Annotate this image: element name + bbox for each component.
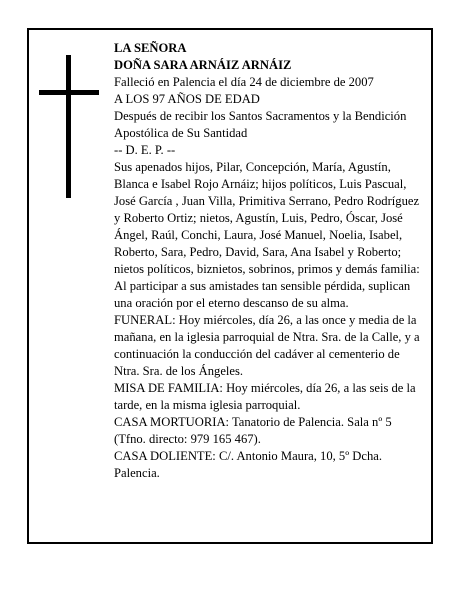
casa-doliente-paragraph: CASA DOLIENTE: C/. Antonio Maura, 10, 5º Dcha. Palencia. (114, 449, 382, 480)
obituary-notice (27, 28, 433, 544)
family-paragraph: Sus apenados hijos, Pilar, Concepción, María, Agustín, Blanca e Isabel Rojo Arnáiz; hijos políticos, Luis Pascual, José García , Juan Villa, Primitiva Serrano, Pedro Rodríguez y Roberto Ortiz; nietos, Agustín, Luis, Pedro, Óscar, José Ángel, Raúl, Conchi, Laura, José Manuel, Noelia, Isabel, Roberto, Sara, Pedro, David, Sara, Ana Isabel y Roberto; nietos políticos, biznietos, sobrinos, primos y demás familia: (114, 160, 420, 276)
sacraments-line: Después de recibir los Santos Sacramentos y la Bendición Apostólica de Su Santidad (114, 109, 407, 140)
casa-mortuoria-paragraph: CASA MORTUORIA: Tanatorio de Palencia. Sala nº 5 (Tfno. directo: 979 165 467). (114, 415, 392, 446)
request-paragraph: Al participar a sus amistades tan sensible pérdida, suplican una oración por el eterno descanso de su alma. (114, 279, 411, 310)
obituary-text (114, 40, 426, 482)
funeral-paragraph: FUNERAL: Hoy miércoles, día 26, a las once y media de la mañana, en la iglesia parroquial de Ntra. Sra. de la Calle, y a continuación la conducción del cadáver al cementerio de Ntra. Sra. de los Ángeles. (114, 313, 420, 378)
age-line: A LOS 97 AÑOS DE EDAD (114, 92, 260, 106)
death-date: Falleció en Palencia el día 24 de diciembre de 2007 (114, 75, 374, 89)
cross-icon (66, 55, 71, 198)
cross-icon-bar (39, 90, 99, 95)
deceased-name: DOÑA SARA ARNÁIZ ARNÁIZ (114, 58, 292, 72)
heading-title: LA SEÑORA (114, 41, 187, 55)
misa-paragraph: MISA DE FAMILIA: Hoy miércoles, día 26, a las seis de la tarde, en la misma iglesia parroquial. (114, 381, 416, 412)
dep-line: -- D. E. P. -- (114, 143, 176, 157)
